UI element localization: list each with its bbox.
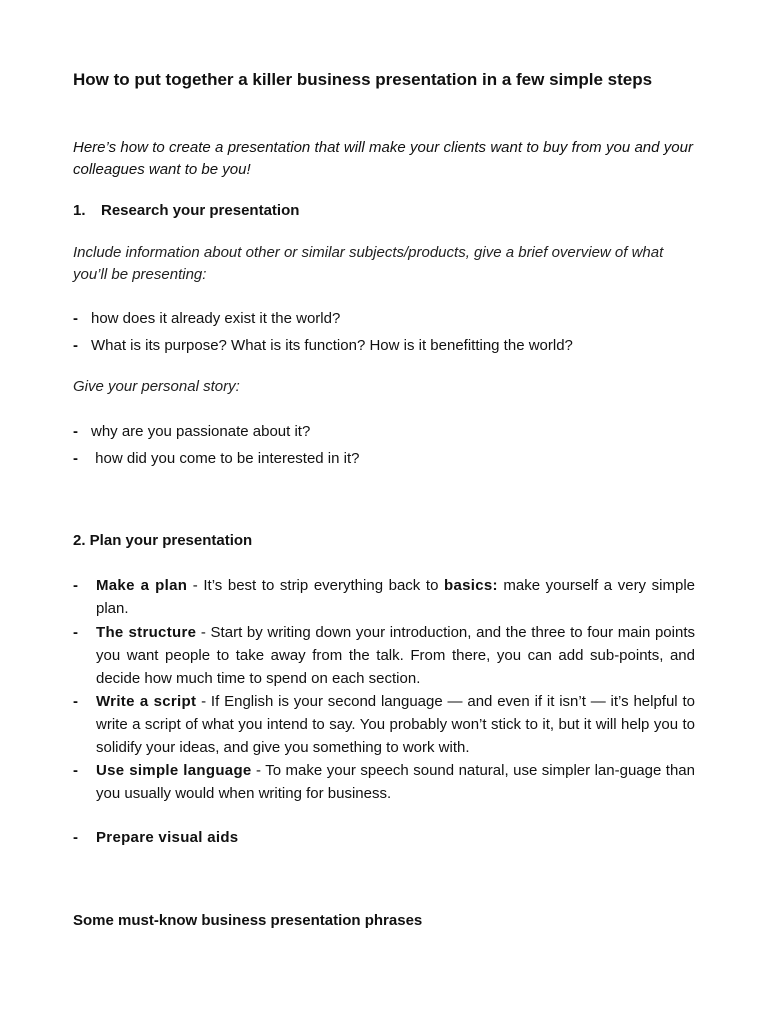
dash-bullet: - (73, 624, 78, 641)
plan-item-term-2: basics: (444, 577, 498, 594)
dash-bullet: - (73, 577, 78, 594)
plan-item-term: Use simple language (96, 762, 252, 779)
plan-item-script (73, 690, 695, 759)
list-item-text: how did you come to be interested in it? (91, 450, 360, 467)
plan-item-term: Prepare visual aids (96, 829, 239, 846)
dash-bullet: - (73, 829, 78, 846)
plan-item-structure (73, 621, 695, 690)
plan-item-visual-aids (73, 826, 695, 849)
plan-item-term: Make a plan (96, 577, 188, 594)
section-1-paragraph-2: Give your personal story: (73, 378, 240, 395)
dash-bullet: - (73, 762, 78, 779)
list-item-text: how does it already exist it the world? (91, 310, 341, 327)
dash-bullet: - (73, 693, 78, 710)
intro-paragraph: Here’s how to create a presentation that will make your clients want to buy from you and your colleagues want to be you! (73, 139, 693, 178)
dash-bullet: - (73, 310, 78, 327)
dash-bullet: - (73, 423, 78, 440)
section-2-heading: 2. Plan your presentation (73, 532, 253, 549)
section-3-heading: Some must-know business presentation phrases (73, 912, 423, 929)
list-item-text: why are you passionate about it? (91, 423, 311, 440)
document-title: How to put together a killer business presentation in a few simple steps (73, 70, 653, 89)
dash-bullet: - (73, 450, 78, 467)
plan-item-text: - To make your speech sound natural, use simpler lan-guage than you usually would when writing for business. (96, 762, 695, 802)
plan-item-simple-language (73, 759, 695, 805)
list-item (73, 335, 695, 357)
list-item (73, 448, 695, 470)
dash-bullet: - (73, 337, 78, 354)
list-item (73, 421, 695, 443)
section-1-number: 1. (73, 202, 86, 219)
plan-item-text: - Start by writing down your introduction, and the three to four main points you want people to take away from the talk. From there, you can add sub-points, and decide how much time to spend on each section. (96, 624, 695, 687)
plan-item-text-2: make yourself a very simple plan. (96, 577, 695, 617)
plan-item-make-a-plan (73, 574, 695, 620)
plan-item-text: - It’s best to strip everything back to (187, 577, 445, 594)
plan-item-term: The structure (96, 624, 197, 641)
section-1-heading (73, 201, 299, 221)
plan-item-term: Write a script (96, 693, 197, 710)
section-1-paragraph-1: Include information about other or similar subjects/products, give a brief overview of what you’ll be presenting: (73, 244, 664, 283)
section-1-title: Research your presentation (101, 202, 300, 219)
list-item-text: What is its purpose? What is its function? How is it benefitting the world? (91, 337, 573, 354)
list-item (73, 308, 695, 330)
plan-item-text: - If English is your second language — and even if it isn’t — it’s helpful to write a script of what you intend to say. You probably won’t stick to it, but it will help you to solidify your ideas, and give you something to work with. (96, 693, 695, 756)
